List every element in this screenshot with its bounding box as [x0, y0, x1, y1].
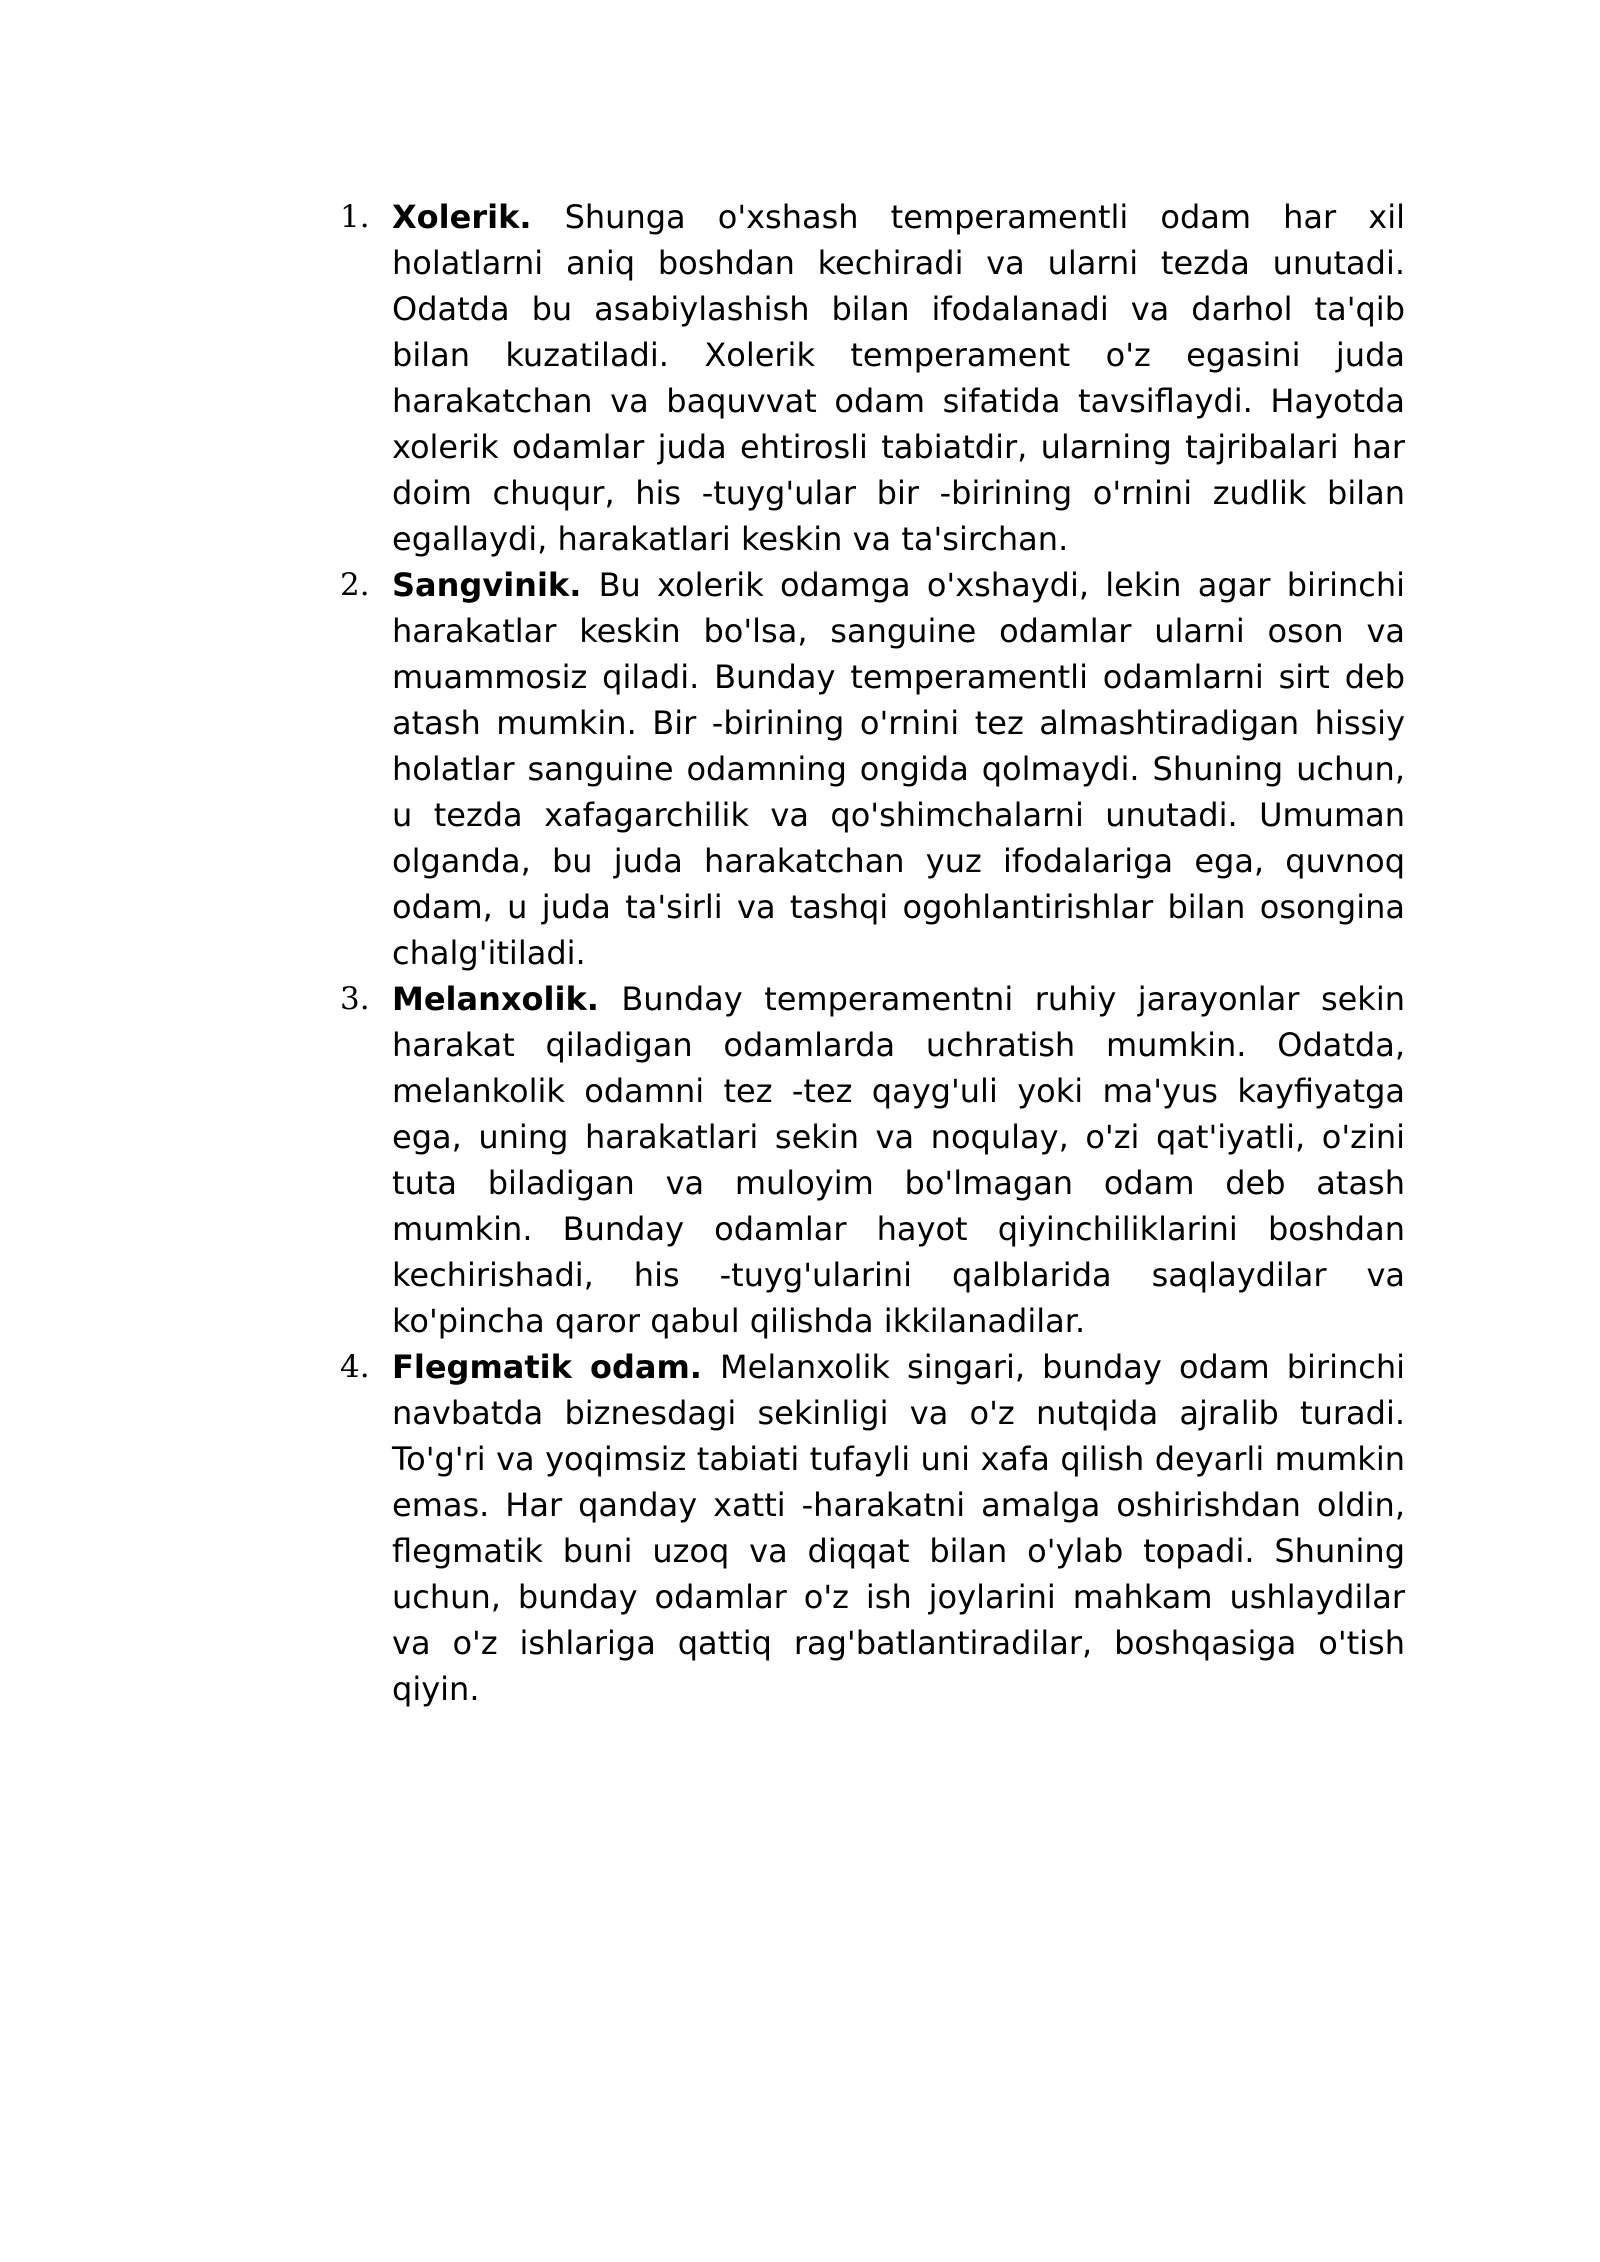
- list-term: Melanxolik.: [392, 980, 622, 1018]
- list-number: 2.: [340, 567, 370, 603]
- list-term: Flegmatik odam.: [392, 1348, 721, 1386]
- list-text: Bu xolerik odamga o'xshaydi, lekin agar birinchi harakatlar keskin bo'lsa, sanguine odamlar ularni oson va muammosiz qiladi. Bunday temperamentli odamlarni sirt deb atash mumkin. Bir -birining o'rnini tez almashtiradigan hissiy holatlar sanguine odamning ongida qolmaydi. Shuning uchun, u tezda xafagarchilik va qo'shimchalarni unutadi. Umuman olganda, bu juda harakatchan yuz ifodalariga ega, quvnoq odam, u juda ta'sirli va tashqi ogohlantirishlar bilan osongina chalg'itiladi.: [392, 566, 1406, 972]
- numbered-list: [340, 194, 1405, 1712]
- list-number: 4.: [340, 1349, 370, 1385]
- list-number: 1.: [340, 199, 370, 235]
- list-item-sangvinik: [340, 562, 1405, 976]
- list-term: Xolerik.: [392, 198, 565, 236]
- list-text: Melanxolik singari, bunday odam birinchi navbatda biznesdagi sekinligi va o'z nutqida ajralib turadi. To'g'ri va yoqimsiz tabiati tufayli uni xafa qilish deyarli mumkin emas. Har qanday xatti -harakatni amalga oshirishdan oldin, flegmatik buni uzoq va diqqat bilan o'ylab topadi. Shuning uchun, bunday odamlar o'z ish joylarini mahkam ushlaydilar va o'z ishlariga qattiq rag'batlantiradilar, boshqasiga o'tish qiyin.: [392, 1348, 1406, 1708]
- list-text: Shunga o'xshash temperamentli odam har xil holatlarni aniq boshdan kechiradi va ularni tezda unutadi. Odatda bu asabiylashish bilan ifodalanadi va darhol ta'qib bilan kuzatiladi. Xolerik temperament o'z egasini juda harakatchan va baquvvat odam sifatida tavsiflaydi. Hayotda xolerik odamlar juda ehtirosli tabiatdir, ularning tajribalari har doim chuqur, his -tuyg'ular bir -birining o'rnini zudlik bilan egallaydi, harakatlari keskin va ta'sirchan.: [392, 198, 1406, 558]
- list-item-xolerik: [340, 194, 1405, 562]
- list-item-melanxolik: [340, 976, 1405, 1344]
- list-item-flegmatik: [340, 1344, 1405, 1712]
- list-term: Sangvinik.: [392, 566, 599, 604]
- list-text: Bunday temperamentni ruhiy jarayonlar sekin harakat qiladigan odamlarda uchratish mumkin. Odatda, melankolik odamni tez -tez qayg'uli yoki ma'yus kayfiyatga ega, uning harakatlari sekin va noqulay, o'zi qat'iyatli, o'zini tuta biladigan va muloyim bo'lmagan odam deb atash mumkin. Bunday odamlar hayot qiyinchiliklarini boshdan kechirishadi, his -tuyg'ularini qalblarida saqlaydilar va ko'pincha qaror qabul qilishda ikkilanadilar.: [392, 980, 1406, 1340]
- list-number: 3.: [340, 981, 370, 1017]
